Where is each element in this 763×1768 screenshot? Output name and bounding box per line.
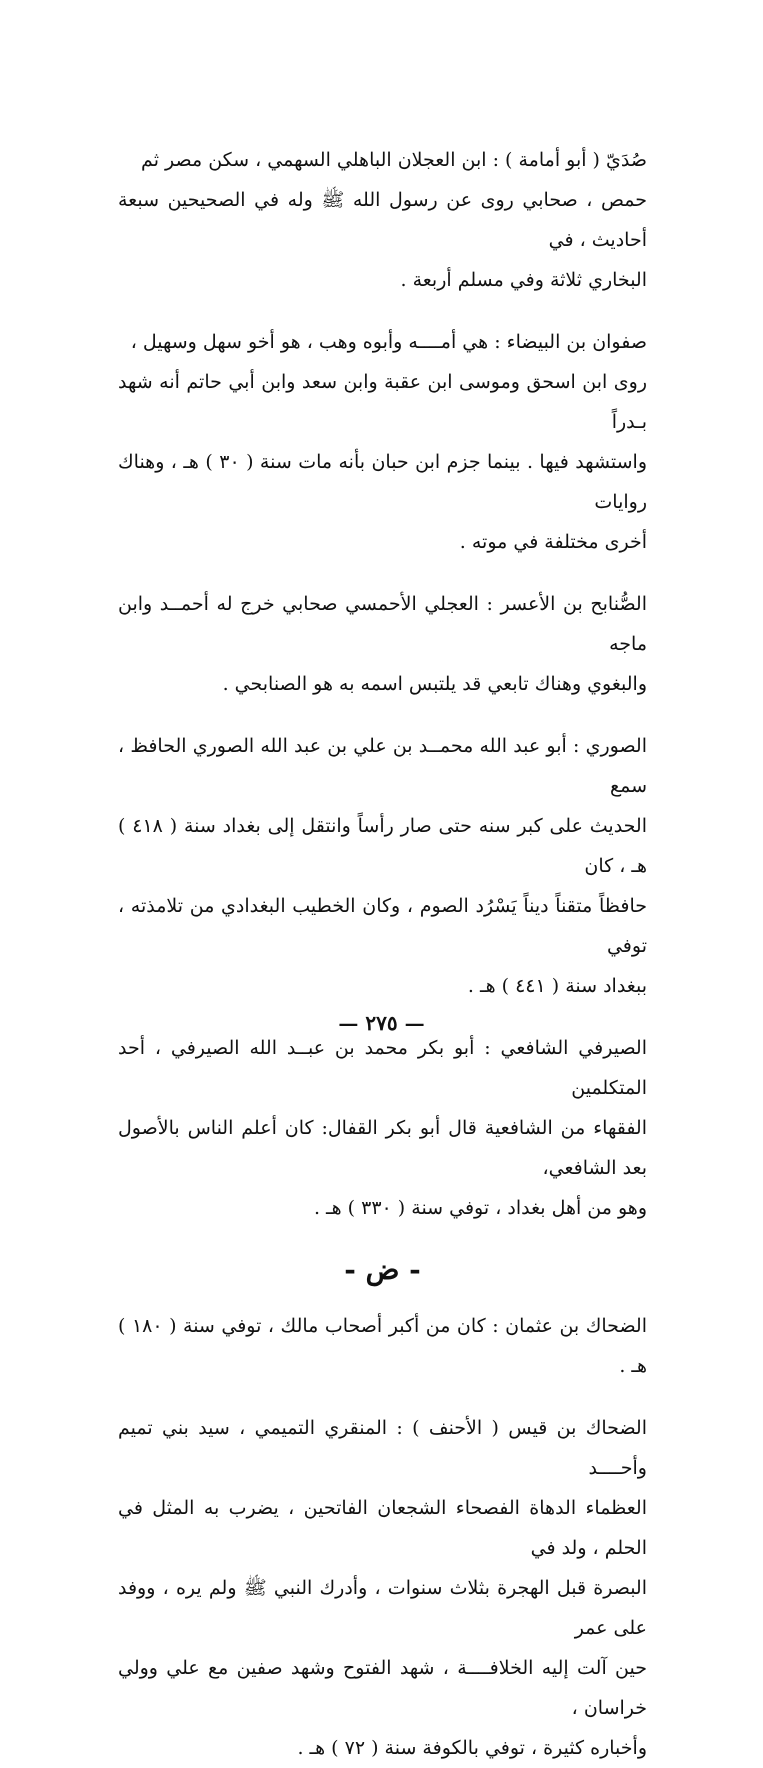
entry-line: صفوان بن البيضاء : هي أمــــه وأبوه وهب ، هو أخو سهل وسهيل ،: [130, 331, 647, 353]
entry-line: الفقهاء من الشافعية قال أبو بكر القفال: كان أعلم الناس بالأصول بعد الشافعي،: [118, 1117, 647, 1179]
entry-line: الصيرفي الشافعي : أبو بكر محمد بن عبــد الله الصيرفي ، أحد المتكلمين: [118, 1037, 647, 1099]
entry-line: الصوري : أبو عبد الله محمــد بن علي بن عبد الله الصوري الحافظ ، سمع: [118, 735, 647, 797]
entry-line: ببغداد سنة ( ٤٤١ ) هـ .: [467, 975, 647, 997]
entries-before: [118, 140, 647, 1228]
entry-safwan: [118, 322, 647, 562]
entry-line: صُدَيّ ( أبو أمامة ) : ابن العجلان الباهلي السهمي ، سكن مصر ثم: [141, 149, 647, 171]
entry-line: الضحاك بن قيس ( الأحنف ) : المنقري التميمي ، سيد بني تميم وأحــــد: [118, 1417, 647, 1479]
entry-suri: [118, 726, 647, 1006]
entry-line: البصرة قبل الهجرة بثلاث سنوات ، وأدرك النبي ﷺ ولم يره ، ووفد على عمر: [118, 1577, 647, 1639]
entry-line: حمص ، صحابي روى عن رسول الله ﷺ وله في الصحيحين سبعة أحاديث ، في: [118, 189, 647, 251]
entries-after: [118, 1306, 647, 1768]
entry-line: البخاري ثلاثة وفي مسلم أربعة .: [400, 269, 647, 291]
entry-line: الصُّنابح بن الأعسر : العجلي الأحمسي صحابي خرج له أحمــد وابن ماجه: [118, 593, 647, 655]
section-heading: - ض -: [344, 1253, 421, 1286]
entry-line: الحديث على كبر سنه حتى صار رأساً وانتقل إلى بغداد سنة ( ٤١٨ ) هـ ، كان: [118, 815, 648, 877]
entry-sayrafi: [118, 1028, 647, 1228]
entry-line: العظماء الدهاة الفصحاء الشجعان الفاتحين ، يضرب به المثل في الحلم ، ولد في: [118, 1497, 647, 1559]
entry-line: روى ابن اسحق وموسى ابن عقبة وابن سعد وابن أبي حاتم أنه شهد بـدراً: [118, 371, 647, 433]
entry-line: حين آلت إليه الخلافــــة ، شهد الفتوح وشهد صفين مع علي وولي خراسان ،: [118, 1657, 647, 1719]
entry-line: وأخباره كثيرة ، توفي بالكوفة سنة ( ٧٢ ) هـ .: [297, 1737, 647, 1759]
entry-line: الضحاك بن عثمان : كان من أكبر أصحاب مالك ، توفي سنة ( ١٨٠ ) هـ .: [118, 1315, 647, 1377]
entry-line: واستشهد فيها . بينما جزم ابن حبان بأنه مات سنة ( ٣٠ ) هـ ، وهناك روايات: [118, 451, 647, 513]
entry-line: وهو من أهل بغداد ، توفي سنة ( ٣٣٠ ) هـ .: [313, 1197, 647, 1219]
entry-sudayy: [118, 140, 647, 300]
entry-line: أخرى مختلفة في موته .: [459, 531, 647, 553]
entry-line: والبغوي وهناك تابعي قد يلتبس اسمه به هو الصنابحي .: [222, 673, 647, 695]
entry-sunabih: [118, 584, 647, 704]
entry-dahhak-uthman: [118, 1306, 647, 1386]
entry-dahhak-qays: [118, 1408, 647, 1768]
page-number: — ٢٧٥ —: [338, 1011, 425, 1035]
entry-line: حافظاً متقناً ديناً يَسْرُد الصوم ، وكان الخطيب البغدادي من تلامذته ، توفي: [118, 895, 647, 957]
